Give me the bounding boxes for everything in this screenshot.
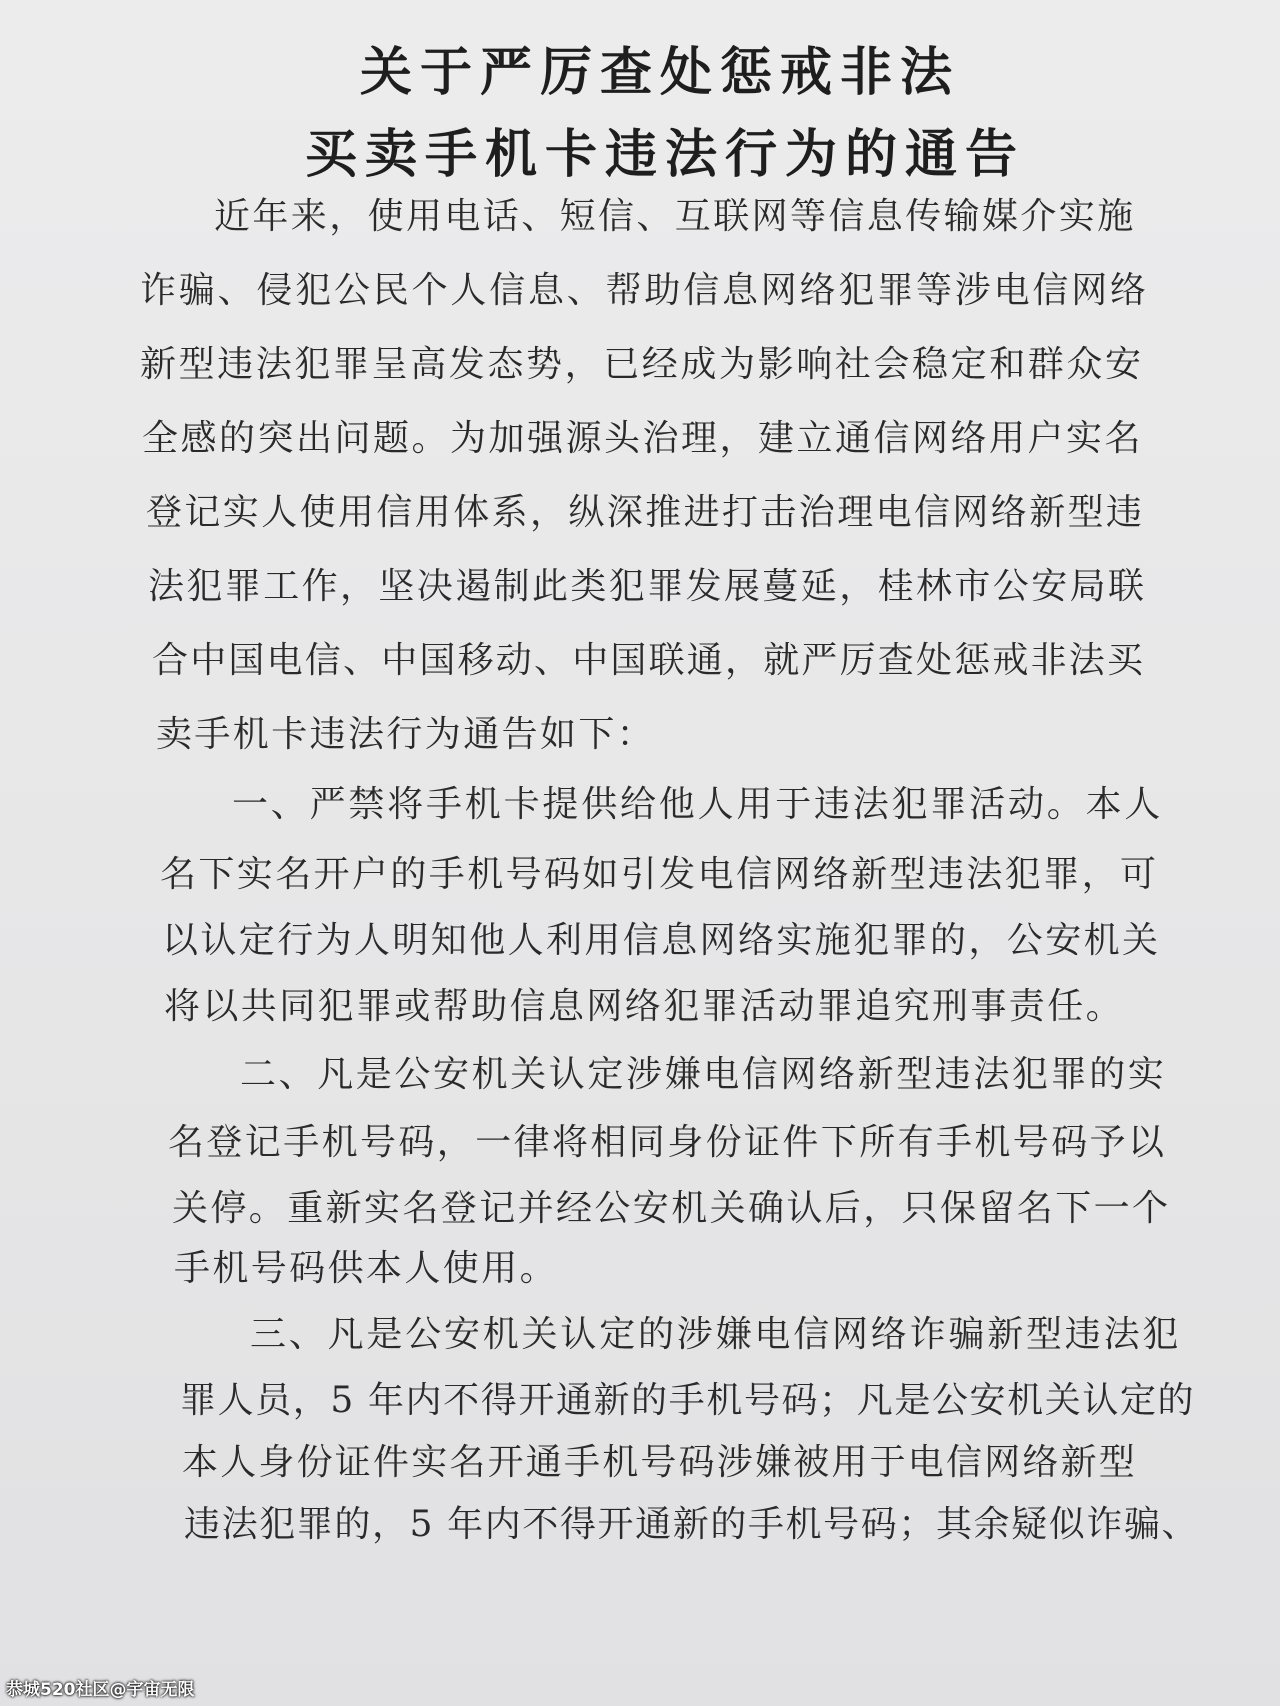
body-line: 罪人员，5 年内不得开通新的手机号码；凡是公安机关认定的 bbox=[180, 1380, 1196, 1421]
body-line: 法犯罪工作，坚决遏制此类犯罪发展蔓延，桂林市公安局联 bbox=[148, 566, 1147, 607]
body-line: 名下实名开户的手机号码如引发电信网络新型违法犯罪，可 bbox=[160, 854, 1159, 895]
body-line: 本人身份证件实名开通手机号码涉嫌被用于电信网络新型 bbox=[182, 1442, 1138, 1483]
body-line: 名登记手机号码，一律将相同身份证件下所有手机号码予以 bbox=[168, 1122, 1167, 1163]
notice-title-line-1: 关于严厉查处惩戒非法 bbox=[359, 42, 960, 103]
body-line: 二、凡是公安机关认定涉嫌电信网络新型违法犯罪的实 bbox=[240, 1054, 1167, 1095]
body-line: 手机号码供本人使用。 bbox=[174, 1248, 559, 1289]
body-line: 新型违法犯罪呈高发态势，已经成为影响社会稳定和群众安 bbox=[140, 344, 1144, 385]
notice-title-line-2: 买卖手机卡违法行为的通告 bbox=[304, 124, 1025, 185]
body-line: 三、凡是公安机关认定的涉嫌电信网络诈骗新型违法犯 bbox=[250, 1314, 1182, 1355]
body-line: 以认定行为人明知他人利用信息网络实施犯罪的，公安机关 bbox=[162, 920, 1161, 961]
site-watermark: 恭城520社区@宇宙无限 bbox=[6, 1680, 195, 1700]
body-line: 关停。重新实名登记并经公安机关确认后，只保留名下一个 bbox=[172, 1188, 1171, 1229]
body-line: 全感的突出问题。为加强源头治理，建立通信网络用户实名 bbox=[142, 418, 1144, 459]
body-line: 合中国电信、中国移动、中国联通，就严厉查处惩戒非法买 bbox=[152, 640, 1146, 681]
body-line: 违法犯罪的，5 年内不得开通新的手机号码；其余疑似诈骗、 bbox=[184, 1504, 1200, 1545]
body-line: 近年来，使用电话、短信、互联网等信息传输媒介实施 bbox=[214, 196, 1136, 237]
body-line: 一、严禁将手机卡提供给他人用于违法犯罪活动。本人 bbox=[232, 784, 1164, 825]
body-line: 登记实人使用信用体系，纵深推进打击治理电信网络新型违 bbox=[146, 492, 1145, 533]
body-line: 卖手机卡违法行为通告如下： bbox=[156, 714, 656, 755]
body-line: 将以共同犯罪或帮助信息网络犯罪活动罪追究刑事责任。 bbox=[164, 986, 1125, 1027]
body-line: 诈骗、侵犯公民个人信息、帮助信息网络犯罪等涉电信网络 bbox=[140, 270, 1149, 311]
